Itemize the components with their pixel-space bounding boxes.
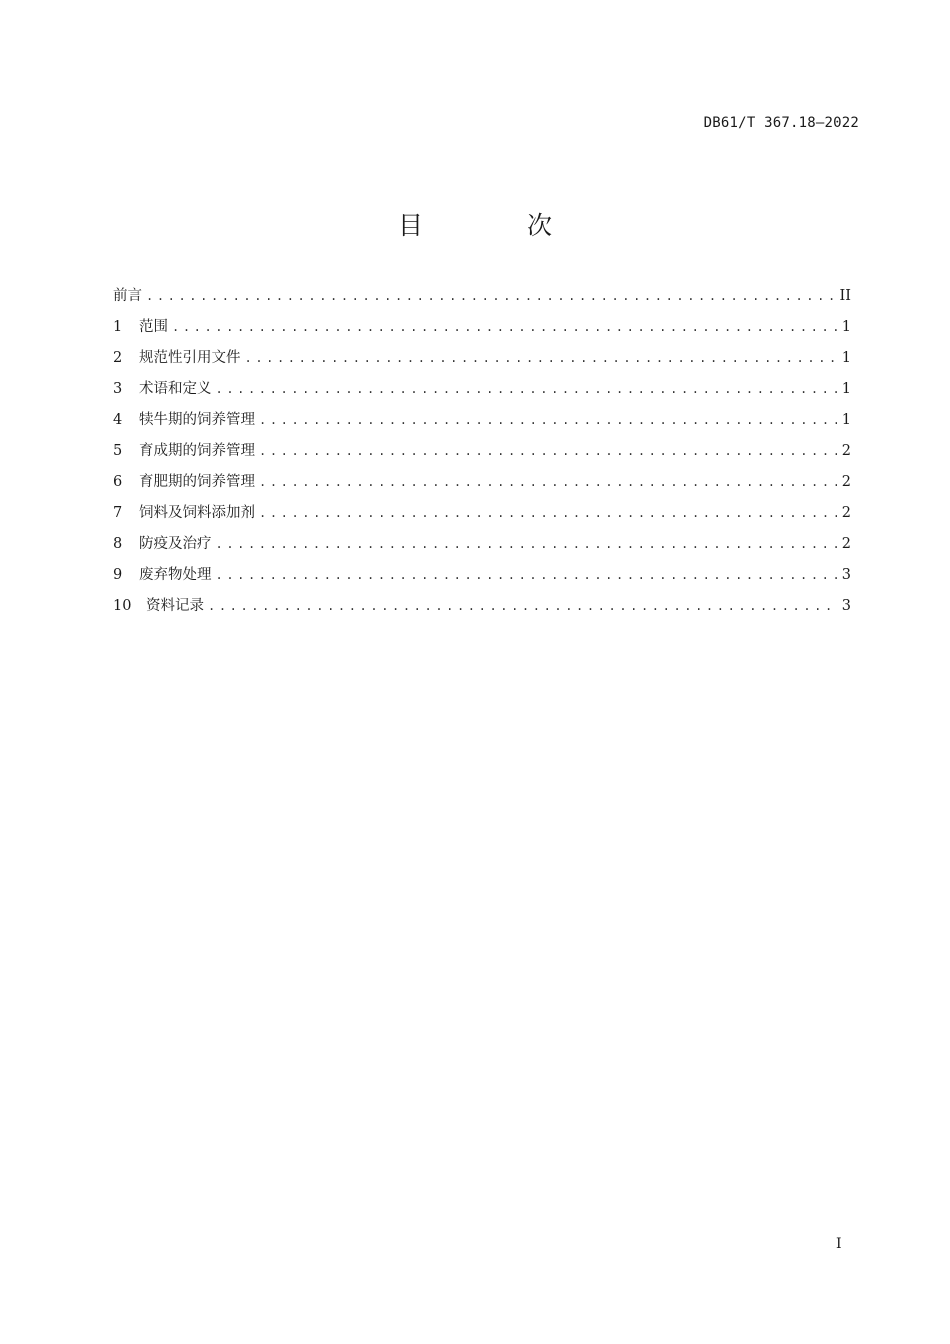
toc-entry-number: 8: [113, 536, 123, 552]
toc-entry-3[interactable]: [113, 377, 851, 408]
toc-entry-label: 术语和定义: [139, 381, 212, 397]
toc-entry-10[interactable]: [113, 594, 851, 625]
toc-entry-page: II: [839, 288, 851, 304]
toc-entry-label: 防疫及治疗: [139, 536, 212, 552]
toc-entry-number: 10: [113, 598, 132, 614]
toc-entry-label: 饲料及饲料添加剂: [139, 505, 255, 521]
toc-entry-label: 犊牛期的饲养管理: [139, 412, 255, 428]
toc-entry-label: 育肥期的饲养管理: [139, 474, 255, 490]
toc-dot-leader: [146, 289, 836, 303]
toc-dot-leader: [208, 599, 837, 613]
toc-entry-6[interactable]: [113, 470, 851, 501]
toc-entry-number: 1: [113, 319, 123, 335]
toc-entry-label: 育成期的饲养管理: [139, 443, 255, 459]
toc-entry-9[interactable]: [113, 563, 851, 594]
toc-entry-number: 9: [113, 567, 123, 583]
toc-entry-page: 3: [841, 598, 851, 614]
toc-dot-leader: [172, 320, 837, 334]
toc-entry-foreword[interactable]: [113, 284, 851, 315]
toc-entry-page: 1: [841, 350, 851, 366]
toc-entry-1[interactable]: [113, 315, 851, 346]
toc-dot-leader: [259, 413, 837, 427]
toc-entry-number: 2: [113, 350, 123, 366]
toc-entry-number: 4: [113, 412, 123, 428]
toc-entry-number: 7: [113, 505, 123, 521]
toc-entry-page: 1: [841, 319, 851, 335]
toc-entry-8[interactable]: [113, 532, 851, 563]
toc-entry-number: 3: [113, 381, 123, 397]
toc-entry-5[interactable]: [113, 439, 851, 470]
toc-entry-label: 范围: [139, 319, 168, 335]
toc-dot-leader: [216, 537, 838, 551]
toc-entry-page: 3: [841, 567, 851, 583]
toc-dot-leader: [259, 444, 837, 458]
toc-entry-label: 废弃物处理: [139, 567, 212, 583]
toc-entry-page: 1: [841, 412, 851, 428]
toc-dot-leader: [259, 506, 837, 520]
page-number: I: [836, 1236, 842, 1252]
toc-entry-7[interactable]: [113, 501, 851, 532]
toc-entry-number: 6: [113, 474, 123, 490]
toc-entry-page: 2: [841, 443, 851, 459]
toc-dot-leader: [216, 382, 838, 396]
document-code: DB61/T 367.18—2022: [703, 115, 859, 131]
toc-entry-number: 5: [113, 443, 123, 459]
toc-entry-label: 前言: [113, 288, 142, 304]
toc-title: 目 次: [398, 211, 600, 240]
toc-dot-leader: [259, 475, 837, 489]
toc-entry-4[interactable]: [113, 408, 851, 439]
toc-entry-label: 规范性引用文件: [139, 350, 241, 366]
toc-entry-label: 资料记录: [146, 598, 204, 614]
toc-dot-leader: [216, 568, 838, 582]
toc-entry-page: 2: [841, 474, 851, 490]
toc-list: [113, 284, 851, 625]
toc-entry-2[interactable]: [113, 346, 851, 377]
toc-entry-page: 1: [841, 381, 851, 397]
toc-entry-page: 2: [841, 505, 851, 521]
toc-dot-leader: [245, 351, 838, 365]
toc-entry-page: 2: [841, 536, 851, 552]
